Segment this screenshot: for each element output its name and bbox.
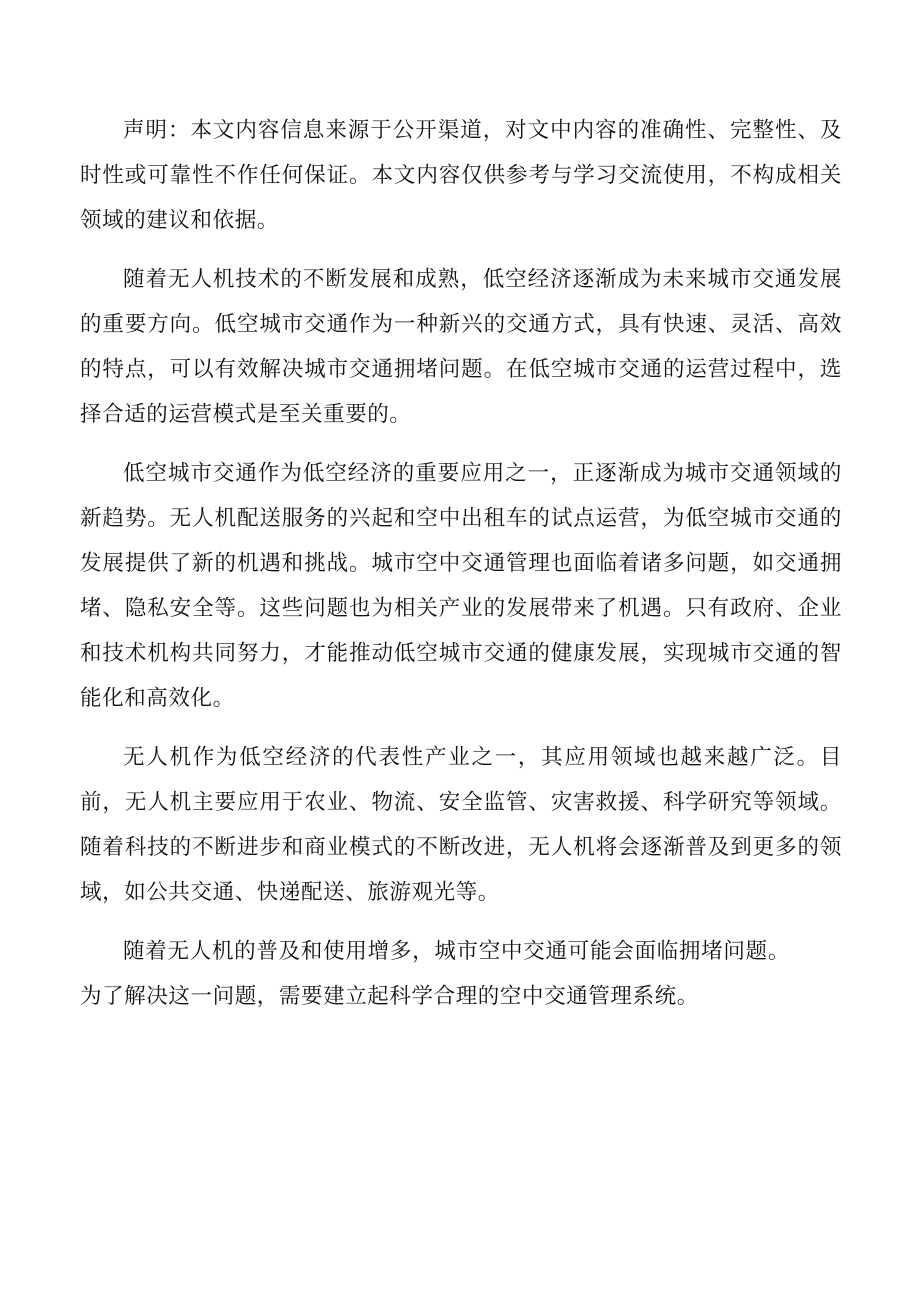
document-body: [80, 108, 842, 1033]
disclaimer-paragraph: 声明：本文内容信息来源于公开渠道，对文中内容的准确性、完整性、及时性或可靠性不作任何保证。本文内容仅供参考与学习交流使用，不构成相关领域的建议和依据。: [80, 118, 842, 233]
body-paragraph: 随着无人机技术的不断发展和成熟，低空经济逐渐成为未来城市交通发展的重要方向。低空城市交通作为一种新兴的交通方式，具有快速、灵活、高效的特点，可以有效解决城市交通拥堵问题。在低空城市交通的运营过程中，选择合适的运营模式是至关重要的。: [80, 267, 842, 427]
body-paragraph: 随着无人机的普及和使用增多，城市空中交通可能会面临拥堵问题。为了解决这一问题，需要建立起科学合理的空中交通管理系统。: [80, 939, 790, 1009]
body-paragraph: 无人机作为低空经济的代表性产业之一，其应用领域也越来越广泛。目前，无人机主要应用于农业、物流、安全监管、灾害救援、科学研究等领域。随着科技的不断进步和商业模式的不断改进，无人机将会逐渐普及到更多的领域，如公共交通、快递配送、旅游观光等。: [80, 745, 842, 905]
body-paragraph: 低空城市交通作为低空经济的重要应用之一，正逐渐成为城市交通领域的新趋势。无人机配送服务的兴起和空中出租车的试点运营，为低空城市交通的发展提供了新的机遇和挑战。城市空中交通管理也面临着诸多问题，如交通拥堵、隐私安全等。这些问题也为相关产业的发展带来了机遇。只有政府、企业和技术机构共同努力，才能推动低空城市交通的健康发展，实现城市交通的智能化和高效化。: [80, 461, 842, 711]
